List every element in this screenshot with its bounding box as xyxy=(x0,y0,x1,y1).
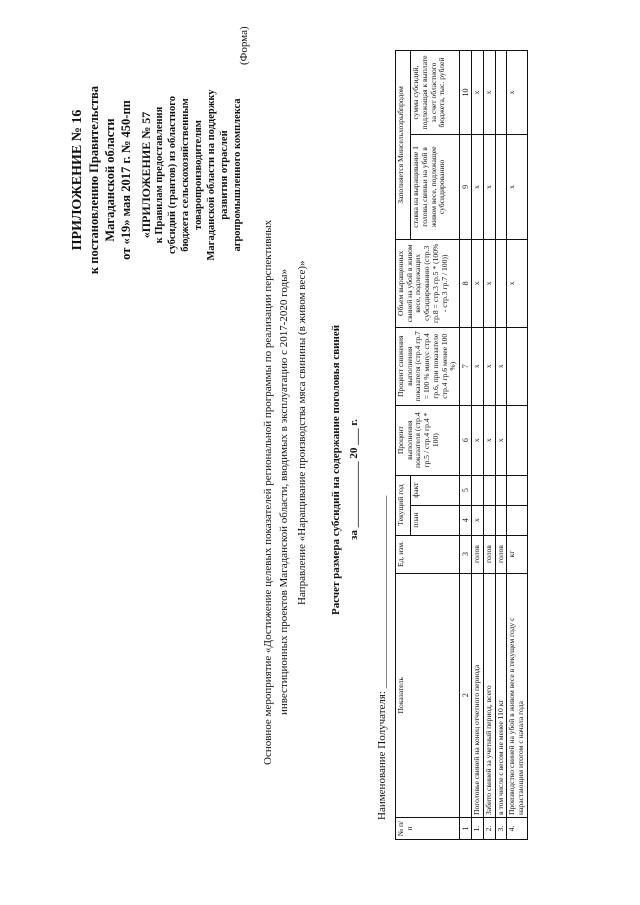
row-name: в том числе с весом не менее 110 кг xyxy=(495,573,507,818)
form-label: (Форма) xyxy=(238,26,250,65)
row-cell: х xyxy=(495,405,507,475)
col-number: 4 xyxy=(460,505,472,535)
row-cell xyxy=(472,475,484,505)
row-cell xyxy=(495,134,507,239)
col-number: 5 xyxy=(460,475,472,505)
sub-appendix-header xyxy=(140,50,244,300)
appendix-title: ПРИЛОЖЕНИЕ № 16 xyxy=(70,109,85,251)
sub-appendix-title: «ПРИЛОЖЕНИЕ № 57 xyxy=(139,111,153,239)
appendix-line2: к постановлению Правительства xyxy=(87,85,101,275)
sub-line: товаропроизводителям xyxy=(193,120,204,230)
col-number: 8 xyxy=(460,239,472,327)
calc-title: Расчет размера субсидий на содержание поголовья свиней xyxy=(330,324,342,615)
header-plan: план xyxy=(411,505,460,535)
header-rate: ставка на выращивание 1 головы свиньи на убой в живом весе, подлежащее субсидированию xyxy=(411,134,460,239)
row-cell: х xyxy=(472,134,484,239)
row-num: 1. xyxy=(472,818,484,840)
col-number: 3 xyxy=(460,535,472,573)
table-row xyxy=(483,51,495,840)
row-cell xyxy=(495,505,507,535)
row-cell: х xyxy=(507,239,527,327)
row-cell: х xyxy=(472,51,484,135)
row-unit: голов xyxy=(495,535,507,573)
row-cell: х xyxy=(483,327,495,405)
sub-line: бюджета сельскохозяйственным xyxy=(180,98,191,252)
intro-line1: Основное мероприятие «Достижение целевых показателей региональной программы по реализации перспективных xyxy=(262,219,274,765)
row-num: 3. xyxy=(495,818,507,840)
row-cell xyxy=(507,327,527,405)
header-fact: факт xyxy=(411,475,460,505)
col-number: 9 xyxy=(460,134,472,239)
row-cell: х xyxy=(472,505,484,535)
row-cell: х xyxy=(472,405,484,475)
row-cell xyxy=(483,475,495,505)
row-unit: голов xyxy=(472,535,484,573)
intro-line3: Направление «Наращивание производства мяса свинины (в живом весе)» xyxy=(296,260,308,605)
row-cell xyxy=(507,505,527,535)
header-amount: сумма субсидий, подлежащая к выплате за счет областного бюджета, тыс. рублей xyxy=(411,51,460,135)
row-cell: х xyxy=(483,405,495,475)
intro-line2: инвестиционных проектов Магаданской области, вводимых в эксплуатацию с 2017-2020 годы» xyxy=(278,268,290,715)
row-cell xyxy=(507,475,527,505)
sub-line: субсидий (грантов) из областного xyxy=(167,96,178,254)
table-row xyxy=(495,51,507,840)
row-cell: х xyxy=(472,327,484,405)
row-name: Производство свиней на убой в живом весе в текущем году с нарастающим итогом с начала года xyxy=(507,573,527,818)
row-cell: х xyxy=(507,51,527,135)
sub-line: развития отраслей xyxy=(219,130,230,220)
row-name: Забито свиней за учетный период, всего xyxy=(483,573,495,818)
col-number: 1 xyxy=(460,818,472,840)
header-pct-exec: Процент выполнения показателя (стр.4 гр.5 / стр.4 гр.4 * 100) xyxy=(396,405,460,475)
calc-period: за ____________ 20 ___ г. xyxy=(348,419,360,540)
header-filled-by: Заполняется Минсельхозрыбпродом xyxy=(396,51,411,240)
row-cell: х xyxy=(483,239,495,327)
col-number: 2 xyxy=(460,573,472,818)
row-cell: х xyxy=(495,327,507,405)
header-indicator: Показатель xyxy=(396,573,460,818)
row-unit: голов xyxy=(483,535,495,573)
table-row xyxy=(507,51,527,840)
row-cell xyxy=(495,475,507,505)
col-number: 7 xyxy=(460,327,472,405)
row-name: Поголовье свиней на конец отчетного периода xyxy=(472,573,484,818)
row-cell: х xyxy=(483,134,495,239)
appendix-line4: от «19» мая 2017 г. № 450-пп xyxy=(119,100,133,260)
header-pct-drop: Процент снижения выполнения показателя (стр.4 гр.7 = 100 % минус стр.4 гр.6, при показателе стр.4 гр.6 менее 100 %) xyxy=(396,327,460,405)
row-cell xyxy=(495,239,507,327)
column-number-row xyxy=(460,51,472,840)
col-number: 10 xyxy=(460,51,472,135)
row-cell xyxy=(495,51,507,135)
subsidy-table xyxy=(395,50,528,840)
sub-line: к Правилам предоставления xyxy=(154,106,165,244)
header-unit: Ед. изм. xyxy=(396,535,460,573)
row-cell: х xyxy=(472,239,484,327)
row-unit: кг xyxy=(507,535,527,573)
row-cell xyxy=(507,405,527,475)
row-num: 4. xyxy=(507,818,527,840)
row-cell: х xyxy=(507,134,527,239)
header-num: № п/п xyxy=(396,818,460,840)
appendix-line3: Магаданской области xyxy=(103,118,117,242)
header-volume: Объем выращенных свиней на убой в живом весе, подлежащих субсидированию (стр.3 гр.8 = стр.3 гр.5 * (100% - стр.3 гр.7 / 100)) xyxy=(396,239,460,327)
col-number: 6 xyxy=(460,405,472,475)
row-num: 2. xyxy=(483,818,495,840)
header-current-year: Текущий год xyxy=(396,475,411,535)
sub-line: Магаданской области на поддержку xyxy=(206,89,217,261)
row-cell xyxy=(483,505,495,535)
appendix-header xyxy=(70,15,134,345)
recipient-label: Наименование Получателя: ___________________________________ xyxy=(376,495,388,820)
sub-line: агропромышленного комплекса xyxy=(232,98,243,252)
table-row xyxy=(472,51,484,840)
row-cell: х xyxy=(483,51,495,135)
